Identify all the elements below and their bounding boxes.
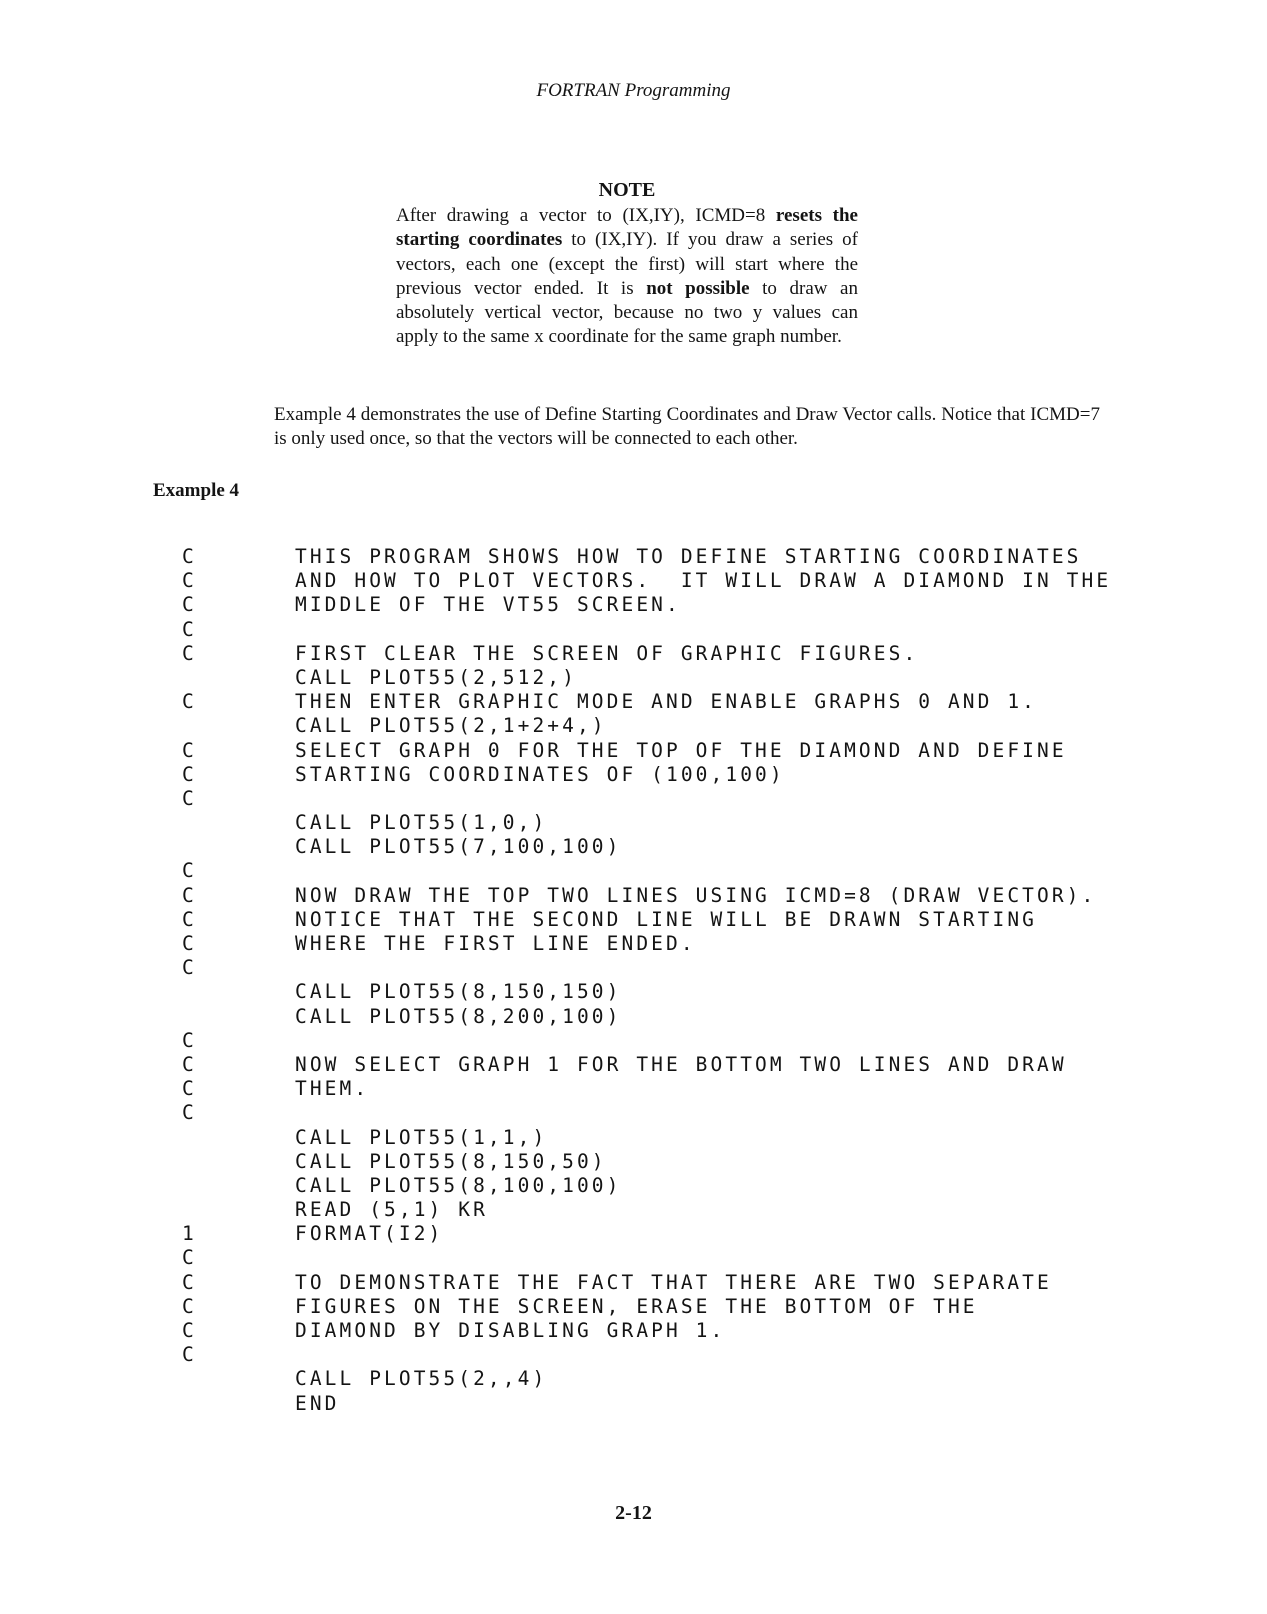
code-line-label: C (182, 1101, 197, 1125)
code-line-text: CALL PLOT55(1,1,) (295, 1125, 548, 1149)
code-line-label: C (182, 1319, 197, 1342)
code-line-label: C (182, 786, 197, 810)
code-line-text: SELECT GRAPH 0 FOR THE TOP OF THE DIAMOND AND DEFINE (295, 738, 1067, 762)
code-line-text: FIRST CLEAR THE SCREEN OF GRAPHIC FIGURES. (295, 641, 919, 665)
code-line-label: 1 (182, 1222, 197, 1246)
note-box (396, 178, 858, 349)
code-line (160, 835, 1160, 859)
code-line (160, 980, 1160, 1004)
code-line (160, 1367, 1160, 1391)
code-line (160, 811, 1160, 835)
code-line (160, 1222, 1160, 1246)
note-emphasis-2: not possible (646, 277, 750, 299)
code-line-label: C (182, 1028, 197, 1052)
code-line-text: AND HOW TO PLOT VECTORS. IT WILL DRAW A DIAMOND IN THE (295, 569, 1112, 593)
code-line (160, 763, 1160, 787)
code-line-label: C (182, 545, 197, 568)
code-line-text: MIDDLE OF THE VT55 SCREEN. (295, 593, 681, 617)
code-line (160, 1174, 1160, 1198)
code-line-label: C (182, 1343, 197, 1367)
code-line-label: C (182, 738, 197, 762)
code-line-label (160, 1005, 295, 1029)
code-line-label (160, 1392, 295, 1416)
code-line-label (160, 1198, 295, 1222)
code-line-text: CALL PLOT55(2,,4) (295, 1367, 548, 1391)
code-line (160, 666, 1160, 690)
code-line-label: C (182, 932, 197, 955)
code-line-label: C (182, 690, 197, 714)
code-line-label (160, 666, 295, 690)
code-line (160, 618, 1160, 642)
code-line-label: C (182, 1052, 197, 1076)
code-line (160, 859, 1160, 883)
code-line-label: C (182, 569, 197, 593)
note-text-2: to (IX,IY). If you draw a series of vectors, each one (except the first) will start where the previous vector ended. It is (396, 229, 858, 299)
code-line-text: CALL PLOT55(1,0,) (295, 811, 548, 835)
code-line-text: CALL PLOT55(2,512,) (295, 665, 577, 689)
code-line (160, 545, 1160, 569)
code-line-label (160, 1150, 295, 1174)
code-line-label (160, 980, 295, 1004)
code-line (160, 690, 1160, 714)
note-text-3: to draw an absolutely vertical vector, because no two y values can apply to the same x coordinate for the same graph number. (396, 277, 858, 348)
code-line (160, 1077, 1160, 1101)
code-line-text: CALL PLOT55(8,150,50) (295, 1149, 607, 1173)
code-line-text: CALL PLOT55(8,200,100) (295, 1004, 622, 1028)
code-line (160, 1029, 1160, 1053)
code-line-label: C (182, 1270, 197, 1294)
code-line (160, 1101, 1160, 1125)
code-listing (160, 545, 1160, 1416)
note-title: NOTE (598, 179, 656, 201)
code-line-text: THEM. (295, 1077, 370, 1101)
code-line-text: DIAMOND BY DISABLING GRAPH 1. (295, 1319, 726, 1342)
note-text-1: After drawing a vector to (IX,IY), ICMD=8 (396, 205, 776, 227)
code-line-label (160, 1126, 295, 1150)
code-line-text: FIGURES ON THE SCREEN, ERASE THE BOTTOM OF THE (295, 1294, 978, 1318)
code-line-label: C (182, 859, 197, 883)
code-line-label: C (182, 883, 197, 907)
code-line-label: C (182, 641, 197, 665)
example-heading: Example 4 (153, 480, 240, 501)
code-line (160, 1271, 1160, 1295)
code-line-label: C (182, 1246, 197, 1270)
code-line (160, 569, 1160, 593)
code-line-label: C (182, 956, 197, 980)
code-line (160, 787, 1160, 811)
code-line (160, 1150, 1160, 1174)
code-line-text: END (295, 1391, 340, 1415)
code-line-label: C (182, 593, 197, 617)
running-header: FORTRAN Programming (536, 80, 731, 101)
code-line-text: THIS PROGRAM SHOWS HOW TO DEFINE STARTING COORDINATES (295, 545, 1082, 568)
code-line (160, 593, 1160, 617)
code-line (160, 1295, 1160, 1319)
code-line-label: C (182, 762, 197, 786)
code-line-label: C (182, 1077, 197, 1101)
code-line (160, 642, 1160, 666)
code-line-text: THEN ENTER GRAPHIC MODE AND ENABLE GRAPHS 0 AND 1. (295, 690, 1037, 714)
code-line-label: C (182, 617, 197, 641)
code-line-text: READ (5,1) KR (295, 1198, 488, 1222)
code-line (160, 1053, 1160, 1077)
intro-paragraph: Example 4 demonstrates the use of Define Starting Coordinates and Draw Vector calls. Notice that ICMD=7 is only used once, so that the vectors will be connected to each other. (274, 404, 1100, 449)
code-line (160, 1198, 1160, 1222)
code-line (160, 1392, 1160, 1416)
code-line-text: CALL PLOT55(8,100,100) (295, 1173, 622, 1197)
code-line-label: C (182, 907, 197, 931)
code-line (160, 1343, 1160, 1367)
code-line-label (160, 1367, 295, 1391)
code-line-label (160, 714, 295, 738)
note-body (396, 204, 858, 349)
code-line (160, 739, 1160, 763)
code-line (160, 714, 1160, 738)
code-line-text: CALL PLOT55(7,100,100) (295, 835, 622, 859)
code-line (160, 1246, 1160, 1270)
code-line (160, 1126, 1160, 1150)
code-line (160, 932, 1160, 956)
code-line-text: NOW DRAW THE TOP TWO LINES USING ICMD=8 (DRAW VECTOR). (295, 883, 1097, 907)
code-line-text: CALL PLOT55(2,1+2+4,) (295, 714, 607, 738)
code-line-text: NOW SELECT GRAPH 1 FOR THE BOTTOM TWO LINES AND DRAW (295, 1052, 1067, 1076)
code-line (160, 1005, 1160, 1029)
code-line-text: TO DEMONSTRATE THE FACT THAT THERE ARE TWO SEPARATE (295, 1270, 1052, 1294)
code-line-text: NOTICE THAT THE SECOND LINE WILL BE DRAWN STARTING (295, 907, 1037, 931)
code-line-text: FORMAT(I2) (295, 1222, 444, 1246)
code-line-text: CALL PLOT55(8,150,150) (295, 980, 622, 1004)
code-line-label (160, 811, 295, 835)
code-line-label: C (182, 1294, 197, 1318)
code-line (160, 956, 1160, 980)
code-line (160, 908, 1160, 932)
code-line-text: STARTING COORDINATES OF (100,100) (295, 762, 785, 786)
code-line (160, 884, 1160, 908)
code-line-label (160, 1174, 295, 1198)
page-number: 2-12 (615, 1502, 652, 1524)
note-emphasis-1: resets the starting coordinates (396, 205, 858, 251)
code-line-text: WHERE THE FIRST LINE ENDED. (295, 932, 696, 955)
code-line-label (160, 835, 295, 859)
code-line (160, 1319, 1160, 1343)
